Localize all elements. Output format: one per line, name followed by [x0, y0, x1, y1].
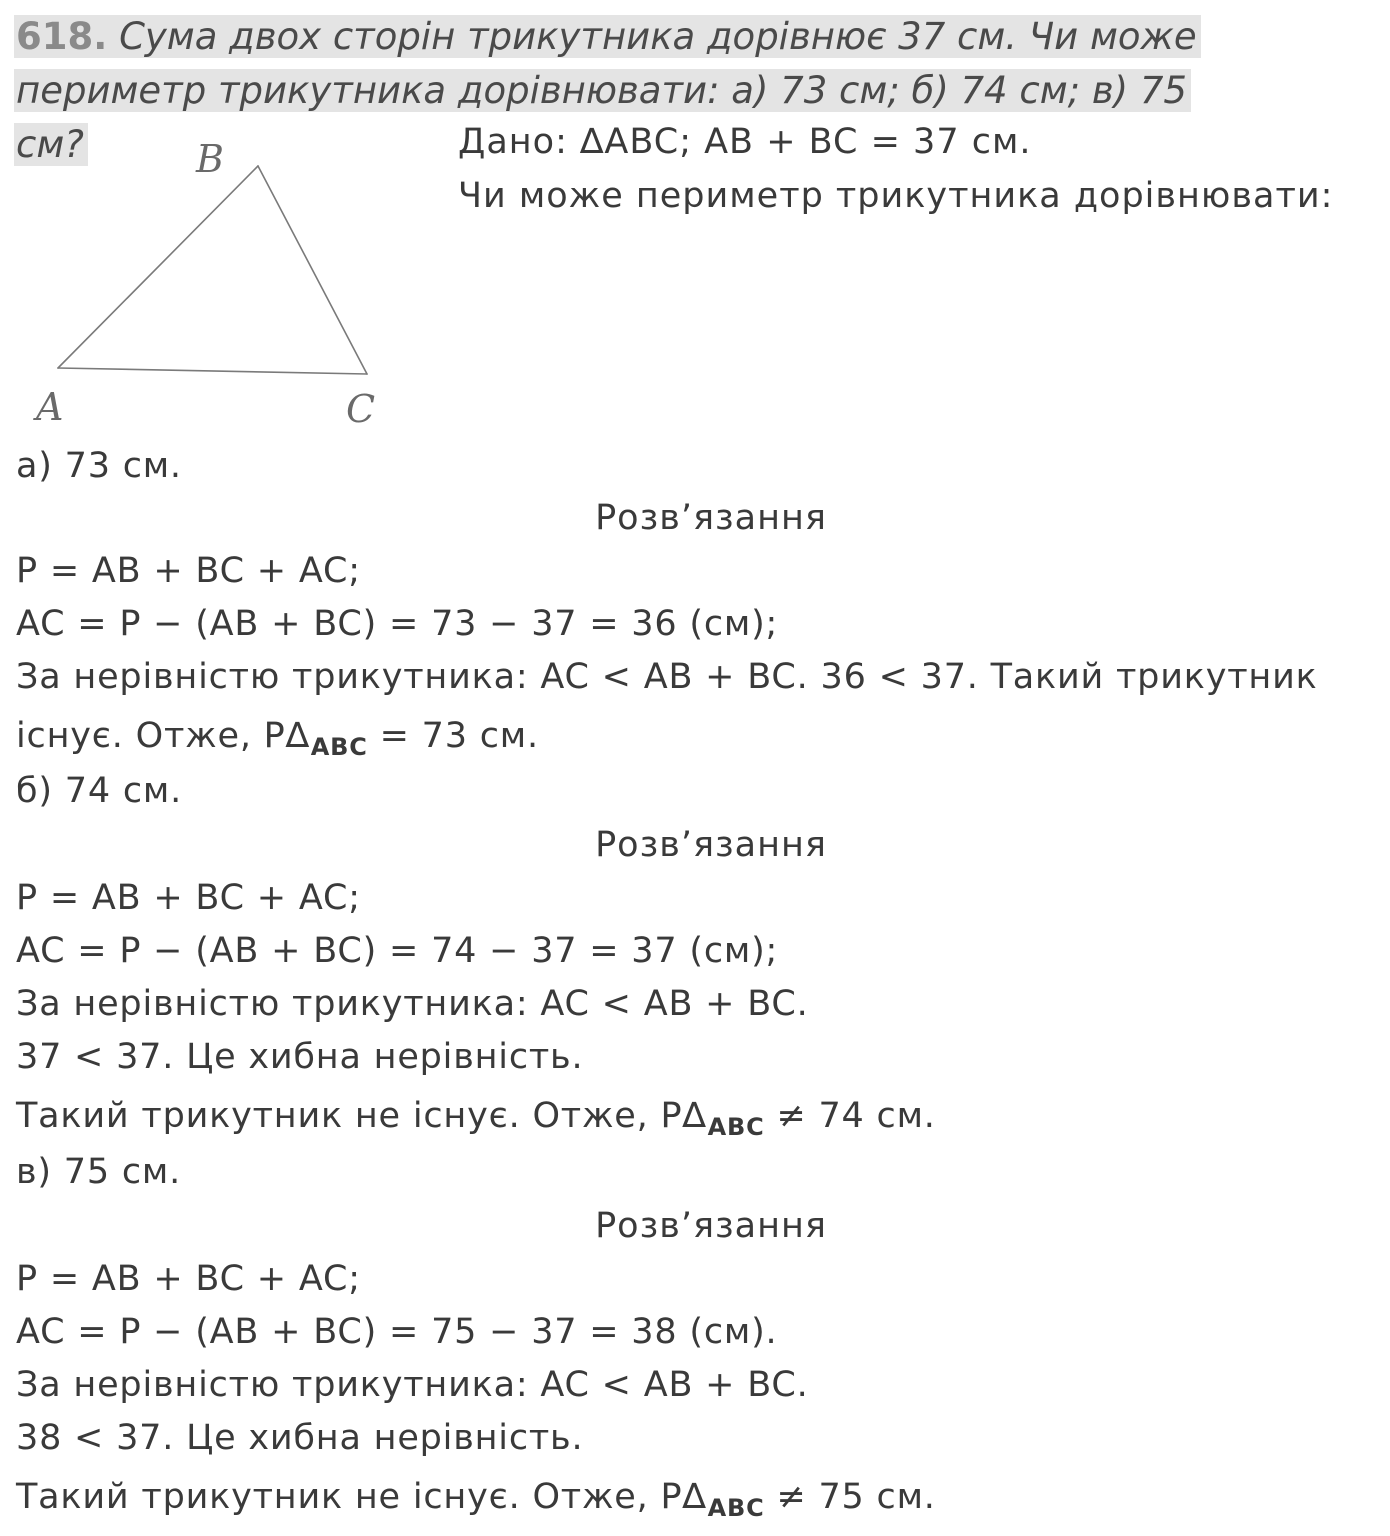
subscript-abc: ABC — [310, 733, 368, 761]
text-line: P = AB + BC + AC; — [16, 878, 361, 918]
conclusion-line — [16, 1094, 936, 1141]
text-line: За нерівністю трикутника: AC < AB + BC. 36 < 37. Такий трикутник — [16, 657, 1318, 697]
text-line: P = AB + BC + AC; — [16, 551, 361, 591]
given-line: Дано: ∆ABC; AB + BC = 37 см. — [458, 122, 1032, 162]
given-block — [458, 115, 1333, 223]
conclusion-line — [16, 1475, 936, 1522]
conclusion-post: ≠ 75 см. — [764, 1477, 936, 1517]
conclusion-pre: Такий трикутник не існує. Отже, P∆ — [16, 1477, 707, 1517]
text-line: 37 < 37. Це хибна нерівність. — [16, 1037, 584, 1077]
conclusion-post: = 73 см. — [367, 716, 539, 756]
text-line: AC = P − (AB + BC) = 73 − 37 = 36 (см); — [16, 604, 779, 644]
text-line: AC = P − (AB + BC) = 75 − 37 = 38 (см). — [16, 1312, 778, 1352]
problem-text: Сума двох сторін трикутника дорівнює 37 см. Чи може периметр трикутника дорівнювати: а) 73 см; б) 74 см; в) 75 см? — [16, 15, 1197, 166]
side-bc — [258, 166, 367, 374]
solution-title: Розв’язання — [595, 1206, 827, 1246]
text-line: За нерівністю трикутника: AC < AB + BC. — [16, 984, 809, 1024]
vertex-label-c: C — [346, 387, 376, 431]
conclusion-pre: існує. Отже, P∆ — [16, 716, 310, 756]
text-line: 38 < 37. Це хибна нерівність. — [16, 1418, 584, 1458]
part-b-header: б) 74 см. — [16, 771, 182, 811]
conclusion-pre: Такий трикутник не існує. Отже, P∆ — [16, 1096, 707, 1136]
text-line: P = AB + BC + AC; — [16, 1259, 361, 1299]
subscript-abc: ABC — [707, 1494, 765, 1522]
side-ab — [58, 166, 258, 368]
solution-title: Розв’язання — [595, 825, 827, 865]
side-ac — [58, 368, 367, 374]
conclusion-post: ≠ 74 см. — [764, 1096, 936, 1136]
text-line: AC = P − (AB + BC) = 74 − 37 = 37 (см); — [16, 931, 779, 971]
conclusion-line — [16, 714, 539, 761]
triangle-figure — [20, 120, 400, 440]
text-line: За нерівністю трикутника: AC < AB + BC. — [16, 1365, 809, 1405]
vertex-label-a: A — [36, 385, 64, 429]
subscript-abc: ABC — [707, 1113, 765, 1141]
problem-number: 618. — [16, 15, 108, 58]
vertex-label-b: B — [196, 137, 224, 181]
solution-title: Розв’язання — [595, 498, 827, 538]
part-a-header: а) 73 см. — [16, 446, 182, 486]
part-c-header: в) 75 см. — [16, 1152, 182, 1192]
question-line: Чи може периметр трикутника дорівнювати: — [458, 176, 1334, 216]
